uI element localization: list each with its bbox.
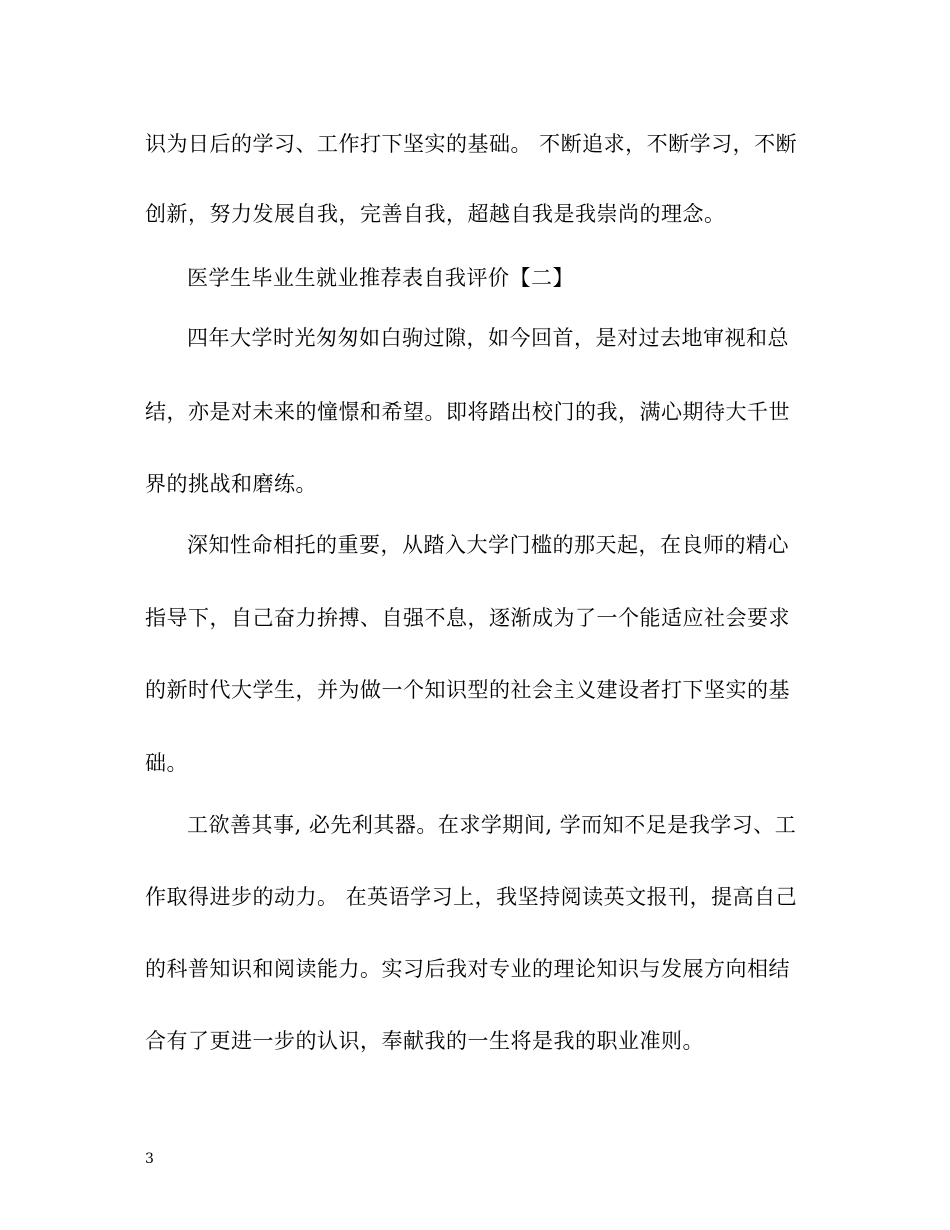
paragraph-line: 指导下，自己奋力拚搏、自强不息，逐渐成为了一个能适应社会要求 — [145, 606, 790, 630]
page-number: 3 — [145, 1151, 154, 1167]
paragraph-line: 作取得进步的动力。 在英语学习上，我坚持阅读英文报刊，提高自己 — [145, 885, 798, 909]
paragraph-line: 结，亦是对未来的憧憬和希望。即将踏出校门的我，满心期待大千世 — [145, 400, 790, 424]
paragraph-line: 工欲善其事, 必先利其器。在求学期间, 学而知不足是我学习、工 — [187, 813, 797, 837]
paragraph-line: 创新，努力发展自我，完善自我，超越自我是我崇尚的理念。 — [145, 202, 726, 226]
paragraph-line: 础。 — [145, 751, 188, 775]
paragraph-line: 的科普知识和阅读能力。实习后我对专业的理论知识与发展方向相结 — [145, 957, 790, 981]
paragraph-line: 四年大学时光匆匆如白驹过隙，如今回首，是对过去地审视和总 — [187, 326, 789, 350]
paragraph-line: 深知性命相托的重要，从踏入大学门槛的那天起，在良师的精心 — [187, 533, 789, 557]
paragraph-line: 识为日后的学习、工作打下坚实的基础。 不断追求，不断学习，不断 — [145, 132, 798, 156]
paragraph-line: 合有了更进一步的认识，奉献我的一生将是我的职业准则。 — [145, 1029, 704, 1053]
paragraph-line: 界的挑战和磨练。 — [145, 472, 317, 496]
paragraph-line: 的新时代大学生，并为做一个知识型的社会主义建设者打下坚实的基 — [145, 678, 790, 702]
section-heading: 医学生毕业生就业推荐表自我评价【二】 — [187, 266, 574, 290]
